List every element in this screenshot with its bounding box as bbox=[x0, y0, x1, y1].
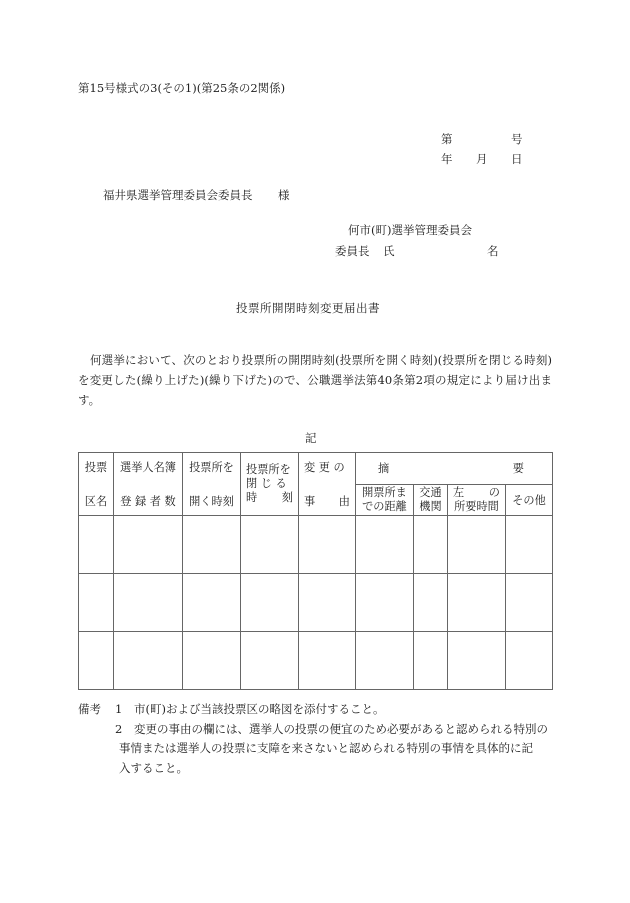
header-reason bbox=[299, 453, 356, 516]
remark-number: 2 bbox=[115, 721, 123, 736]
table-cell[interactable] bbox=[241, 632, 299, 690]
header-transport bbox=[414, 484, 448, 516]
sender-name-mark: 名 bbox=[487, 244, 499, 258]
table-cell[interactable] bbox=[114, 574, 183, 632]
header-close-time-line3b: 刻 bbox=[281, 491, 293, 504]
header-transport-line2: 機関 bbox=[419, 499, 442, 513]
sender-shi: 氏 bbox=[383, 244, 395, 258]
header-time-required-line1b: の bbox=[488, 485, 500, 499]
table-cell[interactable] bbox=[183, 574, 241, 632]
remark-item-1-line-1: 市(町)および当該投票区の略図を添付すること。 bbox=[134, 702, 385, 716]
header-open-time bbox=[183, 453, 241, 516]
ki-heading: 記 bbox=[305, 431, 317, 445]
header-summary bbox=[356, 453, 553, 485]
header-district-bottom: 区名 bbox=[84, 495, 108, 508]
remark-number: 1 bbox=[115, 702, 123, 716]
addressee bbox=[103, 187, 290, 203]
header-close-time-line2: 閉 じ る bbox=[246, 477, 287, 490]
table-cell[interactable] bbox=[356, 574, 414, 632]
form-identifier: 第15号様式の3(その1)(第25条の2関係) bbox=[78, 81, 286, 95]
table-cell[interactable] bbox=[448, 516, 506, 574]
table-cell[interactable] bbox=[79, 516, 114, 574]
table-cell[interactable] bbox=[299, 516, 356, 574]
header-other: その他 bbox=[506, 484, 553, 516]
table-cell[interactable] bbox=[506, 574, 553, 632]
table-cell[interactable] bbox=[506, 516, 553, 574]
header-close-time bbox=[241, 453, 299, 516]
date-year: 年 bbox=[441, 152, 453, 166]
table-row bbox=[79, 574, 553, 632]
table-cell[interactable] bbox=[79, 574, 114, 632]
header-registered-top: 選挙人名簿 bbox=[120, 461, 176, 474]
table-cell[interactable] bbox=[79, 632, 114, 690]
table-cell[interactable] bbox=[356, 516, 414, 574]
body-paragraph: 何選挙において、次のとおり投票所の開閉時刻(投票所を開く時刻)(投票所を閉じる時刻)を変更した(繰り上げた)(繰り下げた)ので、公職選挙法第40条第2項の規定により届け出ます。 bbox=[78, 353, 552, 407]
table-cell[interactable] bbox=[414, 574, 448, 632]
remark-item-2-line-2: 事情または選挙人の投票に支障を来さないと認められる特別の事情を具体的に記 bbox=[119, 741, 533, 755]
table-cell[interactable] bbox=[183, 632, 241, 690]
sender-chair bbox=[335, 243, 499, 259]
table-row bbox=[79, 632, 553, 690]
table-cell[interactable] bbox=[506, 632, 553, 690]
header-distance-line1: 開票所ま bbox=[362, 485, 407, 499]
sender-organization: 何市(町)選挙管理委員会 bbox=[348, 223, 472, 237]
remark-item-2-line-3: 入すること。 bbox=[119, 760, 188, 775]
header-open-time-bottom: 開く時刻 bbox=[189, 495, 234, 508]
header-open-time-top: 投票所を bbox=[189, 461, 234, 474]
table-cell[interactable] bbox=[241, 574, 299, 632]
table-cell[interactable] bbox=[356, 632, 414, 690]
table-cell[interactable] bbox=[448, 574, 506, 632]
header-district-top: 投票 bbox=[84, 461, 108, 474]
header-registered-bottom: 登 録 者 数 bbox=[120, 495, 176, 508]
addressee-honorific: 様 bbox=[278, 188, 290, 202]
document-title: 投票所開閉時刻変更届出書 bbox=[236, 301, 380, 315]
table-cell[interactable] bbox=[414, 632, 448, 690]
header-reason-bottom-a: 事 bbox=[304, 495, 316, 508]
table-cell[interactable] bbox=[299, 574, 356, 632]
table-row bbox=[79, 516, 553, 574]
header-reason-bottom-b: 由 bbox=[338, 495, 350, 508]
header-distance bbox=[356, 484, 414, 516]
header-reason-top: 変 更 の bbox=[304, 461, 345, 474]
number-suffix: 号 bbox=[511, 132, 523, 146]
table-cell[interactable] bbox=[114, 632, 183, 690]
change-table bbox=[78, 452, 553, 690]
header-close-time-line3a: 時 bbox=[246, 491, 258, 504]
table-cell[interactable] bbox=[414, 516, 448, 574]
date-day: 日 bbox=[511, 152, 523, 166]
header-time-required bbox=[448, 484, 506, 516]
table-cell[interactable] bbox=[448, 632, 506, 690]
table-cell[interactable] bbox=[241, 516, 299, 574]
table-cell[interactable] bbox=[299, 632, 356, 690]
remarks-label: 備考 bbox=[78, 702, 101, 716]
header-close-time-line1: 投票所を bbox=[246, 463, 291, 476]
header-time-required-line1a: 左 bbox=[453, 485, 465, 499]
number-prefix: 第 bbox=[441, 132, 453, 146]
header-time-required-line2: 所要時間 bbox=[454, 499, 499, 513]
remark-item-2-line-1: 変更の事由の欄には、選挙人の投票の便宜のため必要があると認められる特別の bbox=[134, 721, 548, 736]
table-cell[interactable] bbox=[183, 516, 241, 574]
table-cell[interactable] bbox=[114, 516, 183, 574]
addressee-name: 福井県選挙管理委員会委員長 bbox=[103, 188, 253, 202]
header-district bbox=[79, 453, 114, 516]
header-summary-b: 要 bbox=[512, 462, 524, 476]
header-summary-a: 摘 bbox=[378, 462, 390, 476]
date-month: 月 bbox=[476, 152, 488, 166]
header-registered bbox=[114, 453, 183, 516]
header-transport-line1: 交通 bbox=[419, 485, 442, 499]
header-distance-line2: での距離 bbox=[362, 499, 407, 513]
sender-chair-title: 委員長 bbox=[335, 244, 370, 258]
